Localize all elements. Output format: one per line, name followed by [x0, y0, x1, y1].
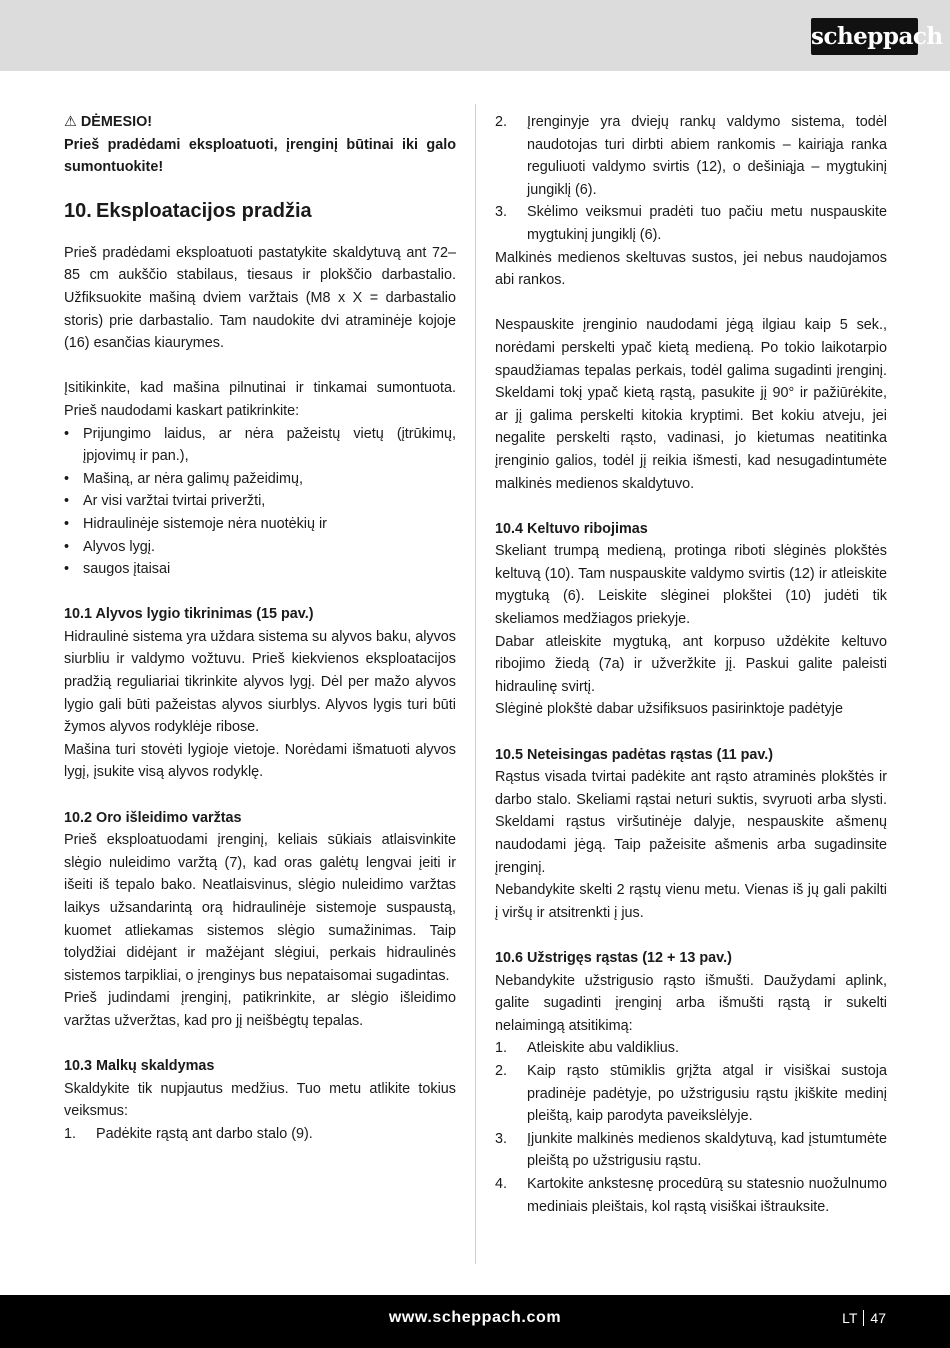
section-10-5-paragraph-2: Nebandykite skelti 2 rąstų vienu metu. Vienas iš jų gali pakilti į viršų ir atsitrenkti į jus.: [495, 882, 887, 921]
footer-separator: [863, 1310, 864, 1326]
left-column: [64, 111, 456, 1146]
section-heading-10-5: 10.5 Neteisingas padėtas rąstas (11 pav.): [495, 746, 774, 763]
section-10-2-paragraph-2: Prieš judindami įrenginį, patikrinkite, ar slėgio išleidimo varžtas užveržtas, kad pro jį neišbėgtų tepalas.: [64, 990, 456, 1029]
stop-notice-paragraph: Malkinės medienos skeltuvas sustos, jei nebus naudojamos abi rankos.: [495, 249, 887, 289]
list-item: • Mašiną, ar nėra galimų pažeidimų,: [64, 468, 456, 491]
column-divider: [475, 104, 476, 1264]
section-heading-10-2: 10.2 Oro išleidimo varžtas: [64, 809, 242, 826]
section-10-4-paragraph-3: Slėginė plokštė dabar užsifiksuos pasirinktoje padėtyje: [495, 701, 843, 718]
list-item: • saugos įtaisai: [64, 558, 456, 581]
warning-text: Prieš pradėdami eksploatuoti, įrenginį būtinai iki galo sumontuokite!: [64, 136, 456, 176]
page-header: [0, 0, 950, 71]
right-column: [495, 111, 887, 1218]
list-item: • Prijungimo laidus, ar nėra pažeistų vietų (įtrūkimų, įpjovimų ir pan.),: [64, 423, 456, 468]
page-footer: [0, 1295, 950, 1348]
split-steps-list: [64, 1123, 456, 1146]
list-item: • Alyvos lygį.: [64, 536, 456, 559]
check-list: [64, 423, 456, 581]
section-10-4-paragraph-2: Dabar atleiskite mygtuką, ant korpuso uždėkite keltuvo ribojimo žiedą (7a) ir užveržkite jį. Paskui galite paleisti hidraulinę svirtį.: [495, 633, 887, 695]
section-heading-10-6: 10.6 Užstrigęs rąstas (12 + 13 pav.): [495, 949, 732, 966]
chapter-number: 10.: [64, 199, 92, 222]
chapter-title-text: Eksploatacijos pradžia: [96, 199, 312, 222]
section-10-1-paragraph-1: Hidraulinė sistema yra uždara sistema su alyvos baku, alyvos siurbliu ir valdymo vožtuvu. Prieš kiekvienos eksploatacijos pradžią reguliariai tikrinkite alyvos lygį. Dėl per mažo alyvos lygio gali būti pažeistas alyvos siurblys. Alyvos lygis turi būti žymos alyvos rodyklėje ribose.: [64, 628, 456, 736]
warning-heading: ⚠ DĖMESIO!: [64, 111, 456, 134]
footer-page-number: [842, 1310, 886, 1326]
list-item: 2. Kaip rąsto stūmiklis grįžta atgal ir visiškai sustoja pradinėje padėtyje, po užstrigusiu rąstu įkiškite medinį pleištą, kaip parodyta paveikslėlyje.: [495, 1062, 887, 1125]
section-heading-10-3: 10.3 Malkų skaldymas: [64, 1058, 215, 1075]
section-heading-10-4: 10.4 Keltuvo ribojimas: [495, 520, 648, 537]
footer-page: 47: [870, 1310, 886, 1326]
intro-paragraph-1: Prieš pradėdami eksploatuoti pastatykite skaldytuvą ant 72–85 cm aukščio stabilaus, tiesaus ir plokščio darbastalio. Užfiksuokite mašiną dviem varžtais (M8 x X = darbastalio storis) prie darbastalio. Tam naudokite dvi atraminėje kojoje (16) esančias kiaurymes.: [64, 244, 456, 352]
list-item: 3. Įjunkite malkinės medienos skaldytuvą, kad įstumtumėte pleištą po užstrigusiu rąstu.: [495, 1130, 887, 1170]
stuck-log-steps-list: [495, 1037, 887, 1218]
section-10-5-paragraph-1: Rąstus visada tvirtai padėkite ant rąsto atraminės plokštės ir darbo stalo. Skeliami rąstai neturi suktis, svyruoti arba slysti. Skeldami rąstus viršutinėje dalyje, nespauskite ašmenų naudodami jėgą. Taip pažeisite ašmenis arba sugadinsite įrenginį.: [495, 769, 887, 876]
list-item: • Ar visi varžtai tvirtai priveržti,: [64, 490, 456, 513]
intro-paragraph-2: Įsitikinkite, kad mašina pilnutinai ir tinkamai sumontuota. Prieš naudodami kaskart patikrinkite:: [64, 380, 456, 419]
list-item: 1. Padėkite rąstą ant darbo stalo (9).: [64, 1125, 313, 1142]
warning-triangle-icon: ⚠: [64, 114, 77, 130]
section-10-3-paragraph-1: Skaldykite tik nupjautus medžius. Tuo metu atlikite tokius veiksmus:: [64, 1080, 456, 1120]
list-item: 3. Skėlimo veiksmui pradėti tuo pačiu metu nuspauskite mygtukinį jungiklį (6).: [495, 204, 887, 243]
section-10-2-paragraph-1: Prieš eksploatuodami įrenginį, keliais sūkiais atlaisvinkite slėgio nuleidimo varžtą (7), kad oras galėtų lengvai įeiti ir išeiti iš tepalo bako. Neatlaisvinus, slėgio nuleidimo varžtas laikys užsandarintą orą hidraulinėje sistemoje suspaustą, kuomet atliekamas sistemos slėgio sumažinimas. Taip tolydžiai didėjant ir mažėjant slėgiui, perkais hidraulinės sistemos tarpikliai, o įrenginys bus nepataisomai sugadintas.: [64, 832, 456, 984]
list-item: 4. Kartokite ankstesnę procedūrą su statesnio nuožulnumo mediniais pleištais, kol rąstą visiškai ištrauksite.: [495, 1175, 887, 1215]
force-warning-paragraph: Nespauskite įrenginio naudodami jėgą ilgiau kaip 5 sek., norėdami perskelti ypač kietą medieną. Po tokio laikotarpio spaudžiamas tepalas perkais, todėl galima sugadinti įrenginį. Skeldami tokį ypač kietą rąstą, pasukite jį 90° ir pažiūrėkite, ar jį galima perskelti kitokia kryptimi. Bet kokiu atveju, jei negalite perskelti rąsto, vadinasi, jo kietumas neatitinka įrenginio galios, todėl jį reikia išmesti, kad nesugadintumėte malkinės medienos skaldytuvo.: [495, 317, 887, 492]
section-10-4-paragraph-1: Skeliant trumpą medieną, protinga riboti slėginės plokštės keltuvą (10). Tam nuspauskite valdymo svirtis (12) ir atleiskite mygtuką (6). Leiskite slėginei plokštei (10) judėti tik skeliamos medžiagos priekyje.: [495, 543, 887, 628]
section-10-6-paragraph-1: Nebandykite užstrigusio rąsto išmušti. Daužydami aplink, galite sugadinti įrenginį arba išmušti rąstą ir sukelti nelaimingą atsitikimą:: [495, 972, 887, 1034]
footer-language: LT: [842, 1310, 858, 1326]
list-item: 1. Atleiskite abu valdiklius.: [495, 1040, 679, 1057]
brand-logo: scheppach: [811, 18, 918, 55]
chapter-title: [64, 197, 456, 225]
list-item: • Hidraulinėje sistemoje nėra nuotėkių ir: [64, 513, 456, 536]
list-item: 2. Įrenginyje yra dviejų rankų valdymo sistema, todėl naudotojas turi dirbti abiem rankomis – kairiąja ranka reguliuoti valdymo svirtis (12), o dešiniąja – mygtukinį jungiklį (6).: [495, 114, 887, 198]
footer-website: www.scheppach.com: [388, 1309, 562, 1326]
split-steps-list-continued: [495, 111, 887, 247]
section-heading-10-1: 10.1 Alyvos lygio tikrinimas (15 pav.): [64, 606, 314, 623]
section-10-1-paragraph-2: Mašina turi stovėti lygioje vietoje. Norėdami išmatuoti alyvos lygį, įsukite visą alyvos rodyklę.: [64, 741, 456, 781]
